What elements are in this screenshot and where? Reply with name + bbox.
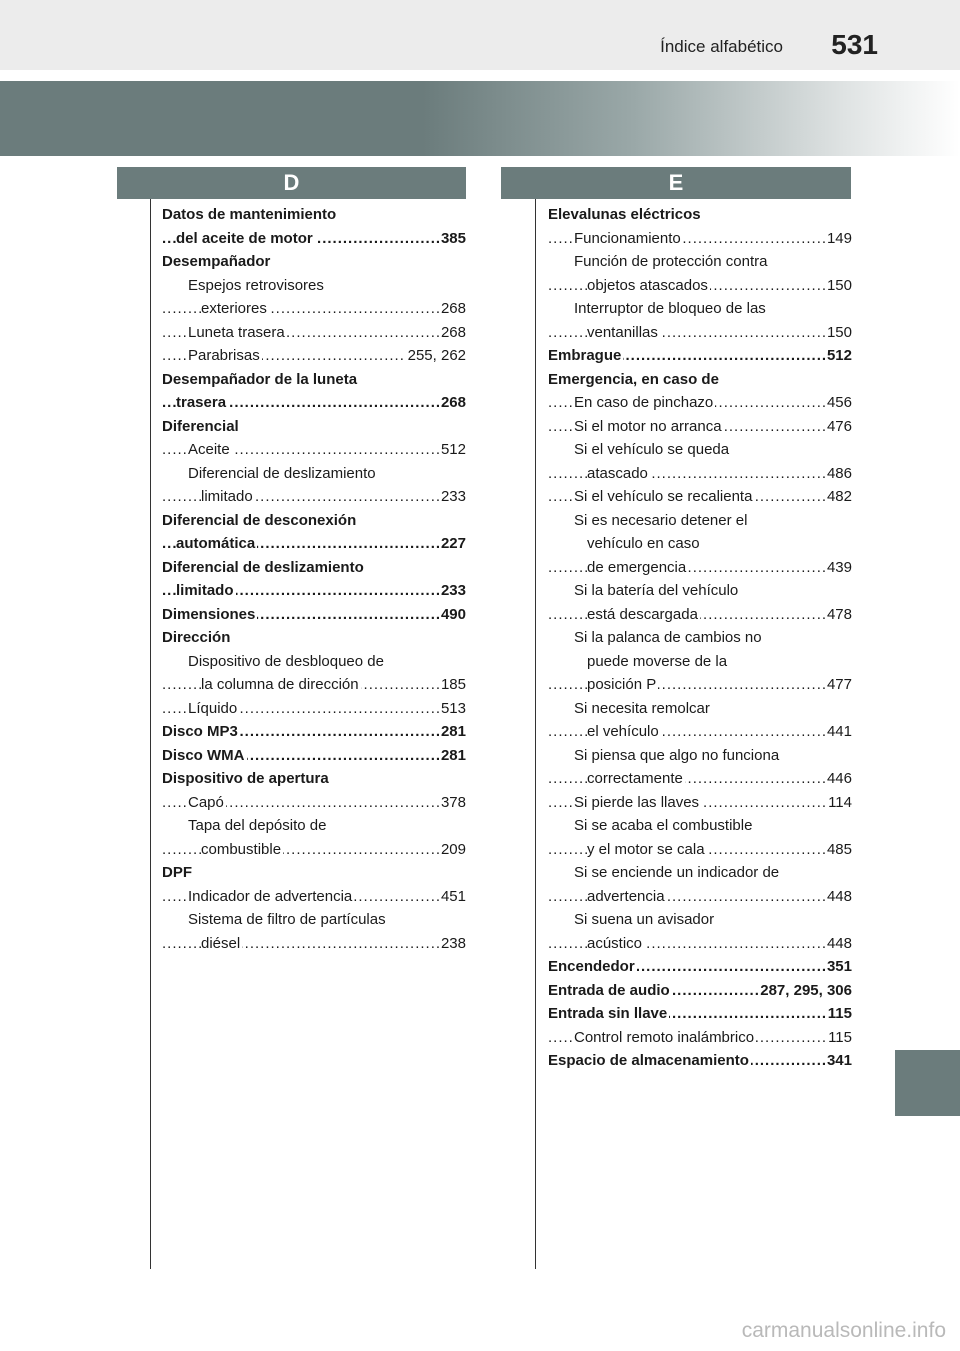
index-entry-text: Capó (188, 793, 224, 811)
index-entry (162, 932, 466, 956)
index-entry-text: advertencia (587, 887, 665, 905)
index-entry-text: Aceite (188, 441, 230, 458)
watermark: carmanualsonline.info (741, 1319, 946, 1342)
index-entry (548, 885, 852, 909)
index-entry-text: Diferencial de deslizamiento (188, 464, 376, 482)
index-entry-text: limitado (201, 488, 253, 505)
index-entry-text: Si el motor no arranca (574, 417, 722, 435)
index-entry (548, 438, 852, 462)
index-entry-text: Diferencial (162, 417, 239, 435)
index-entry (162, 650, 466, 674)
index-entry-page: 227 (439, 532, 466, 556)
index-entry (162, 227, 466, 251)
index-entry (548, 720, 852, 744)
index-entry-page: 476 (825, 415, 852, 439)
index-entry (548, 368, 852, 392)
index-entry-text: Luneta trasera (188, 323, 285, 341)
index-entry-text: Entrada de audio (548, 981, 670, 999)
column-divider-e (535, 199, 536, 1269)
index-entry-text: Desempañador de la luneta (162, 370, 358, 388)
index-entry (548, 861, 852, 885)
index-entry-text: Líquido (188, 699, 238, 717)
index-entry (548, 791, 852, 815)
chapter-tab-marker (895, 1050, 960, 1116)
index-entry-text: Diferencial de desconexión (162, 511, 357, 529)
index-entry (548, 250, 852, 274)
index-entry (548, 321, 852, 345)
index-entry (162, 673, 466, 697)
index-entry-page: 448 (825, 932, 852, 956)
index-entry-text: y el motor se cala (587, 840, 705, 858)
index-entry-text: ventanillas (587, 323, 658, 341)
index-entry (162, 814, 466, 838)
index-entry (548, 556, 852, 580)
index-entry-text: correctamente (587, 770, 683, 787)
index-entry-page: 486 (825, 462, 852, 486)
index-entry-page: 451 (439, 885, 466, 909)
column-divider-d (150, 199, 151, 1269)
index-entry-page: 287, 295, 306 (758, 979, 852, 1003)
index-entry-text: diésel (201, 934, 241, 952)
index-entry-text: Disco WMA (162, 746, 245, 764)
index-entry-page: 150 (825, 274, 852, 298)
index-entry-text: Parabrisas (188, 347, 260, 364)
index-entry-text: Si el vehículo se recalienta (574, 488, 753, 505)
index-entry (548, 391, 852, 415)
index-entry (548, 532, 852, 556)
index-entry-page: 351 (825, 955, 852, 979)
index-entry (548, 227, 852, 251)
index-entry-text: Elevalunas eléctricos (548, 206, 701, 223)
index-entry-text: Si suena un avisador (574, 911, 715, 928)
index-entry-text: Función de protección contra (574, 253, 768, 270)
index-entry (548, 344, 852, 368)
index-entry-text: Si la palanca de cambios no (574, 629, 762, 646)
index-entry (548, 932, 852, 956)
index-entry-text: el vehículo (587, 723, 659, 740)
index-entry-page: 281 (439, 744, 466, 768)
index-entry-page: 233 (439, 485, 466, 509)
index-entry-text: Espejos retrovisores (188, 276, 324, 294)
index-entry (162, 838, 466, 862)
index-entry (162, 344, 466, 368)
index-entry-text: Si necesita remolcar (574, 699, 710, 717)
index-entry-text: Espacio de almacenamiento (548, 1052, 749, 1069)
index-entry-page: 456 (825, 391, 852, 415)
index-entry-text: la columna de dirección (201, 676, 359, 693)
page-number: 531 (831, 29, 878, 60)
index-entry-text: Emergencia, en caso de (548, 370, 719, 388)
index-entry (548, 955, 852, 979)
index-entry (162, 438, 466, 462)
index-entry-text: del aceite de motor (176, 229, 313, 247)
index-entry-text: objetos atascados (587, 276, 708, 294)
index-entry (162, 579, 466, 603)
index-entry (162, 485, 466, 509)
index-entry (162, 250, 466, 274)
header-strip (0, 0, 960, 70)
index-entry (548, 697, 852, 721)
index-entry-text: Disco MP3 (162, 723, 238, 740)
index-entry (548, 838, 852, 862)
index-entry-page: 485 (825, 838, 852, 862)
index-entry (548, 462, 852, 486)
index-entry-page: 238 (439, 932, 466, 956)
index-entry (162, 697, 466, 721)
index-entry-page: 268 (439, 321, 466, 345)
index-entry-page: 149 (825, 227, 852, 251)
index-entry (548, 603, 852, 627)
index-column-e (548, 203, 852, 1073)
index-entry-page: 209 (439, 838, 466, 862)
index-entry (162, 791, 466, 815)
index-entry-text: Desempañador (162, 253, 271, 270)
index-entry (162, 368, 466, 392)
index-entry-text: DPF (162, 864, 192, 881)
index-entry (162, 626, 466, 650)
index-entry-text: Diferencial de deslizamiento (162, 558, 364, 576)
index-entry-text: Tapa del depósito de (188, 817, 327, 834)
index-entry-text: automática (176, 535, 256, 552)
index-entry-page: 268 (439, 297, 466, 321)
index-entry-text: Embrague (548, 347, 622, 364)
section-header-e: E (501, 167, 851, 199)
index-entry-text: Si la batería del vehículo (574, 582, 739, 599)
index-entry-text: está descargada (587, 605, 698, 623)
index-entry (548, 203, 852, 227)
index-entry (162, 720, 466, 744)
index-entry-text: Dispositivo de desbloqueo de (188, 652, 384, 670)
index-entry (162, 556, 466, 580)
index-entry (548, 1049, 852, 1073)
index-entry-page: 378 (439, 791, 466, 815)
index-entry-page: 281 (439, 720, 466, 744)
index-entry-page: 441 (825, 720, 852, 744)
index-entry-text: exteriores (201, 300, 267, 317)
index-entry (162, 532, 466, 556)
index-entry-text: Si es necesario detener el (574, 511, 748, 529)
index-entry (162, 203, 466, 227)
index-entry-text: Dispositivo de apertura (162, 770, 329, 787)
index-entry-page: 477 (825, 673, 852, 697)
index-entry-page: 114 (826, 791, 852, 815)
index-entry-text: Funcionamiento (574, 229, 681, 247)
index-entry-text: puede moverse de la (587, 652, 728, 670)
index-entry-page: 255, 262 (406, 344, 466, 368)
page-title: Índice alfabético (660, 37, 783, 56)
index-entry (162, 744, 466, 768)
index-entry (548, 1026, 852, 1050)
index-entry-text: En caso de pinchazo (574, 394, 714, 411)
index-entry-text: Si se acaba el combustible (574, 817, 753, 834)
index-entry (548, 908, 852, 932)
index-entry (548, 626, 852, 650)
index-entry-text: atascado (587, 464, 648, 482)
index-entry-text: posición P (587, 676, 657, 693)
index-entry (162, 462, 466, 486)
index-entry (548, 744, 852, 768)
index-entry-text: Dirección (162, 629, 231, 646)
index-entry-text: Si el vehículo se queda (574, 441, 730, 458)
index-entry (548, 650, 852, 674)
index-entry (162, 885, 466, 909)
index-entry-text: Dimensiones (162, 605, 256, 623)
index-entry-page: 513 (439, 697, 466, 721)
index-entry (548, 415, 852, 439)
index-entry-page: 115 (826, 1026, 852, 1050)
index-entry-text: Datos de mantenimiento (162, 206, 337, 223)
index-entry-page: 482 (825, 485, 852, 509)
index-entry-page: 233 (439, 579, 466, 603)
index-entry-text: Si pierde las llaves (574, 793, 700, 811)
index-entry-text: acústico (587, 934, 643, 952)
index-entry (548, 485, 852, 509)
index-entry-text: Si se enciende un indicador de (574, 864, 780, 881)
index-entry (548, 979, 852, 1003)
index-entry (548, 814, 852, 838)
index-entry (162, 908, 466, 932)
index-entry (548, 1002, 852, 1026)
index-entry-text: Sistema de filtro de partículas (188, 911, 386, 928)
index-entry (162, 415, 466, 439)
section-header-d: D (117, 167, 466, 199)
index-entry-page: 478 (825, 603, 852, 627)
index-entry (162, 767, 466, 791)
index-entry-text: Control remoto inalámbrico (574, 1028, 755, 1046)
index-entry-text: Indicador de advertencia (188, 887, 353, 905)
index-entry (162, 321, 466, 345)
index-entry-text: trasera (176, 394, 227, 411)
index-entry (548, 767, 852, 791)
index-entry-page: 512 (825, 344, 852, 368)
index-entry-page: 439 (825, 556, 852, 580)
index-entry-text: vehículo en caso (587, 535, 700, 552)
index-entry-text: Si piensa que algo no funciona (574, 746, 780, 764)
index-entry-text: Encendedor (548, 958, 635, 975)
index-entry (162, 274, 466, 298)
index-entry-page: 512 (439, 438, 466, 462)
index-entry (162, 297, 466, 321)
index-entry (162, 391, 466, 415)
index-entry-text: combustible (201, 840, 282, 858)
index-entry-text: Interruptor de bloqueo de las (574, 300, 766, 317)
index-entry-text: de emergencia (587, 558, 687, 576)
index-entry-page: 385 (439, 227, 466, 251)
index-entry (162, 861, 466, 885)
index-entry-page: 185 (439, 673, 466, 697)
index-entry-page: 490 (439, 603, 466, 627)
index-entry-page: 115 (826, 1002, 852, 1026)
index-entry-page: 268 (439, 391, 466, 415)
index-entry (548, 673, 852, 697)
index-column-d (162, 203, 466, 955)
index-entry-text: limitado (176, 582, 234, 599)
index-entry (162, 509, 466, 533)
index-entry-page: 448 (825, 885, 852, 909)
index-entry (548, 509, 852, 533)
index-entry-text: Entrada sin llave (548, 1005, 668, 1022)
index-entry (162, 603, 466, 627)
index-entry (548, 579, 852, 603)
index-entry (548, 274, 852, 298)
index-entry-page: 446 (825, 767, 852, 791)
index-entry-page: 341 (825, 1049, 852, 1073)
index-entry-page: 150 (825, 321, 852, 345)
header-banner (0, 81, 960, 156)
index-entry (548, 297, 852, 321)
